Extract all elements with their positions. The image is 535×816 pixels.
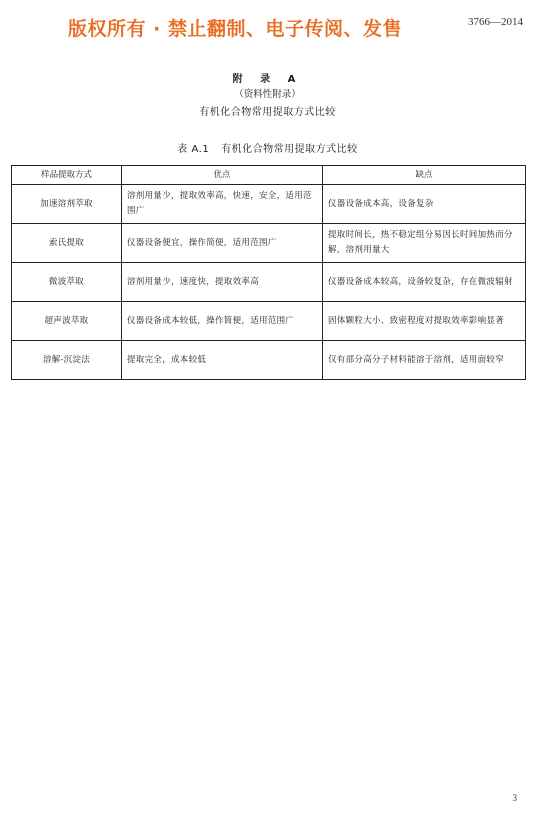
table-row — [12, 224, 526, 263]
disadvantages-cell: 仪器设备成本高，设备复杂 — [323, 185, 526, 224]
advantages-cell: 仪器设备成本较低，操作简便，适用范围广 — [122, 302, 323, 341]
table-caption-title: 有机化合物常用提取方式比较 — [221, 144, 358, 155]
appendix-subject: 有机化合物常用提取方式比较 — [199, 107, 336, 118]
table-row — [12, 302, 526, 341]
column-header-disadvantages: 缺点 — [323, 166, 526, 185]
table-caption — [0, 140, 535, 155]
disadvantages-cell: 仪器设备成本较高，设备较复杂，存在微波辐射 — [323, 263, 526, 302]
table-header-row — [12, 166, 526, 185]
method-cell: 超声波萃取 — [12, 302, 122, 341]
advantages-cell: 仪器设备便宜，操作简便，适用范围广 — [122, 224, 323, 263]
method-cell: 索氏提取 — [12, 224, 122, 263]
disadvantages-cell: 固体颗粒大小、致密程度对提取效率影响显著 — [323, 302, 526, 341]
advantages-cell: 溶剂用量少，速度快，提取效率高 — [122, 263, 323, 302]
page-header — [0, 14, 535, 40]
advantages-cell: 提取完全，成本较低 — [122, 341, 323, 380]
disadvantages-cell: 提取时间长，热不稳定组分易因长时间加热而分解，溶剂用量大 — [323, 224, 526, 263]
table-row — [12, 341, 526, 380]
standard-number: 3766—2014 — [468, 16, 523, 28]
disadvantages-cell: 仅有部分高分子材料能溶于溶剂，适用面较窄 — [323, 341, 526, 380]
method-cell: 微波萃取 — [12, 263, 122, 302]
column-header-method: 样品提取方式 — [12, 166, 122, 185]
method-cell: 溶解-沉淀法 — [12, 341, 122, 380]
table-row — [12, 185, 526, 224]
page-number: 3 — [512, 793, 517, 803]
table-caption-number: 表 A.1 — [177, 144, 210, 155]
extraction-method-table — [11, 165, 526, 380]
appendix-title: 附 录 A — [232, 74, 303, 85]
table-row — [12, 263, 526, 302]
copyright-watermark: 版权所有 · 禁止翻制、电子传阅、发售 — [68, 18, 402, 40]
column-header-advantages: 优点 — [122, 166, 323, 185]
appendix-note: （资料性附录） — [234, 89, 301, 100]
advantages-cell: 溶剂用量少，提取效率高，快速，安全，适用范围广 — [122, 185, 323, 224]
method-cell: 加速溶剂萃取 — [12, 185, 122, 224]
